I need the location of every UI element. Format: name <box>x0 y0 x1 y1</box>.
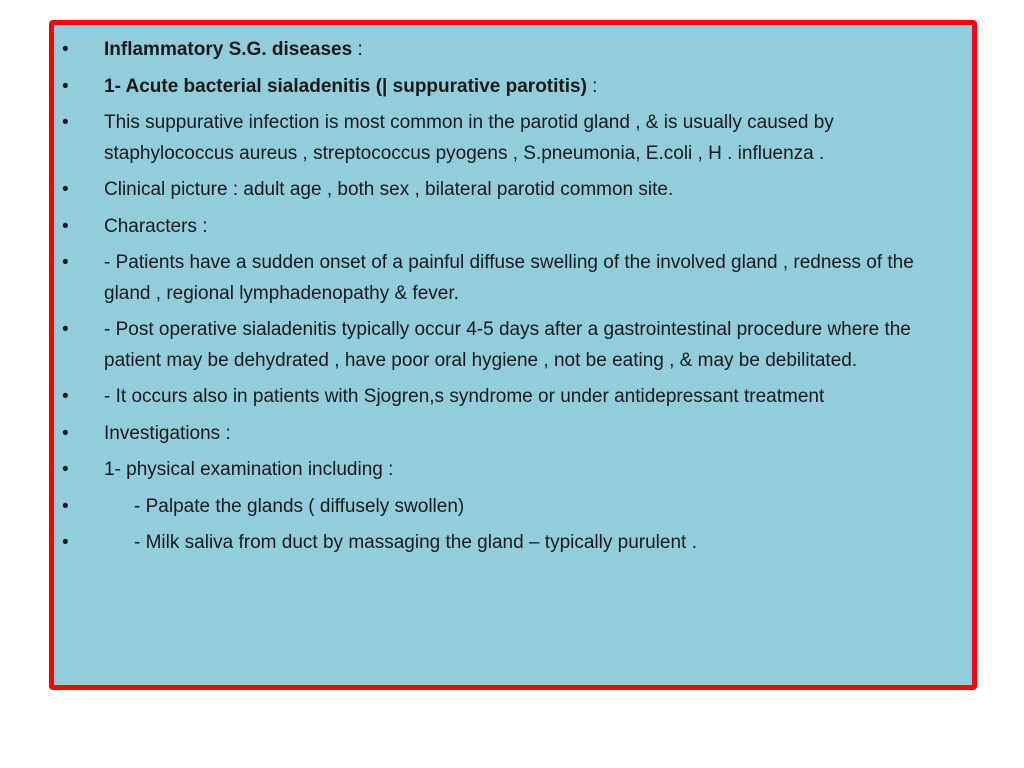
bullet-item-title <box>54 35 954 66</box>
bullet-item <box>54 248 954 309</box>
bullet-item <box>54 419 954 450</box>
bullet-item <box>54 492 954 523</box>
bullet-bold-text: Inflammatory S.G. diseases <box>104 39 353 60</box>
bullet-text: : <box>586 75 598 97</box>
bullet-text: Characters : <box>104 215 208 237</box>
bullet-text: Clinical picture : adult age , both sex , bilateral parotid common site. <box>104 179 674 200</box>
bullet-icon: • <box>62 422 69 444</box>
bullet-bold-text: 1- Acute bacterial sialadenitis (| suppurative parotitis) <box>104 75 587 97</box>
bullet-text: 1- physical examination including : <box>104 459 394 480</box>
bullet-item <box>54 382 954 413</box>
bullet-icon: • <box>62 215 69 237</box>
bullet-icon: • <box>62 319 69 340</box>
bullet-item <box>54 528 954 559</box>
bullet-icon: • <box>62 112 69 133</box>
bullet-item <box>54 455 954 486</box>
bullet-text: - Post operative sialadenitis typically occur 4-5 days after a gastrointestinal procedure where the patient may be dehydrated , have poor oral hygiene , not be eating , & may be debilitated. <box>104 319 911 371</box>
bullet-icon: • <box>62 252 69 273</box>
bullet-icon: • <box>62 39 69 60</box>
bullet-text: - It occurs also in patients with Sjogren,s syndrome or under antidepressant treatment <box>104 386 825 407</box>
bullet-list <box>54 35 954 565</box>
bullet-text: This suppurative infection is most common in the parotid gland , & is usually caused by staphylococcus aureus , streptococcus pyogens , S.pneumonia, E.coli , H . influenza . <box>104 112 834 164</box>
bullet-icon: • <box>62 459 69 480</box>
bullet-icon: • <box>62 532 69 553</box>
bullet-text: - Patients have a sudden onset of a painful diffuse swelling of the involved gland , redness of the gland , regional lymphadenopathy & fever. <box>104 252 914 304</box>
bullet-item <box>54 315 954 376</box>
bullet-icon: • <box>62 75 69 97</box>
bullet-item <box>54 108 954 169</box>
bullet-icon: • <box>62 495 69 517</box>
bullet-icon: • <box>62 386 69 407</box>
content-box <box>49 20 977 690</box>
bullet-text: - Milk saliva from duct by massaging the gland – typically purulent . <box>134 532 697 553</box>
bullet-text: Investigations : <box>104 422 231 444</box>
bullet-item <box>54 175 954 206</box>
bullet-text: : <box>352 39 363 60</box>
bullet-item <box>54 212 954 243</box>
bullet-item-subtitle <box>54 72 954 103</box>
bullet-text: - Palpate the glands ( diffusely swollen) <box>134 495 465 517</box>
bullet-icon: • <box>62 179 69 200</box>
